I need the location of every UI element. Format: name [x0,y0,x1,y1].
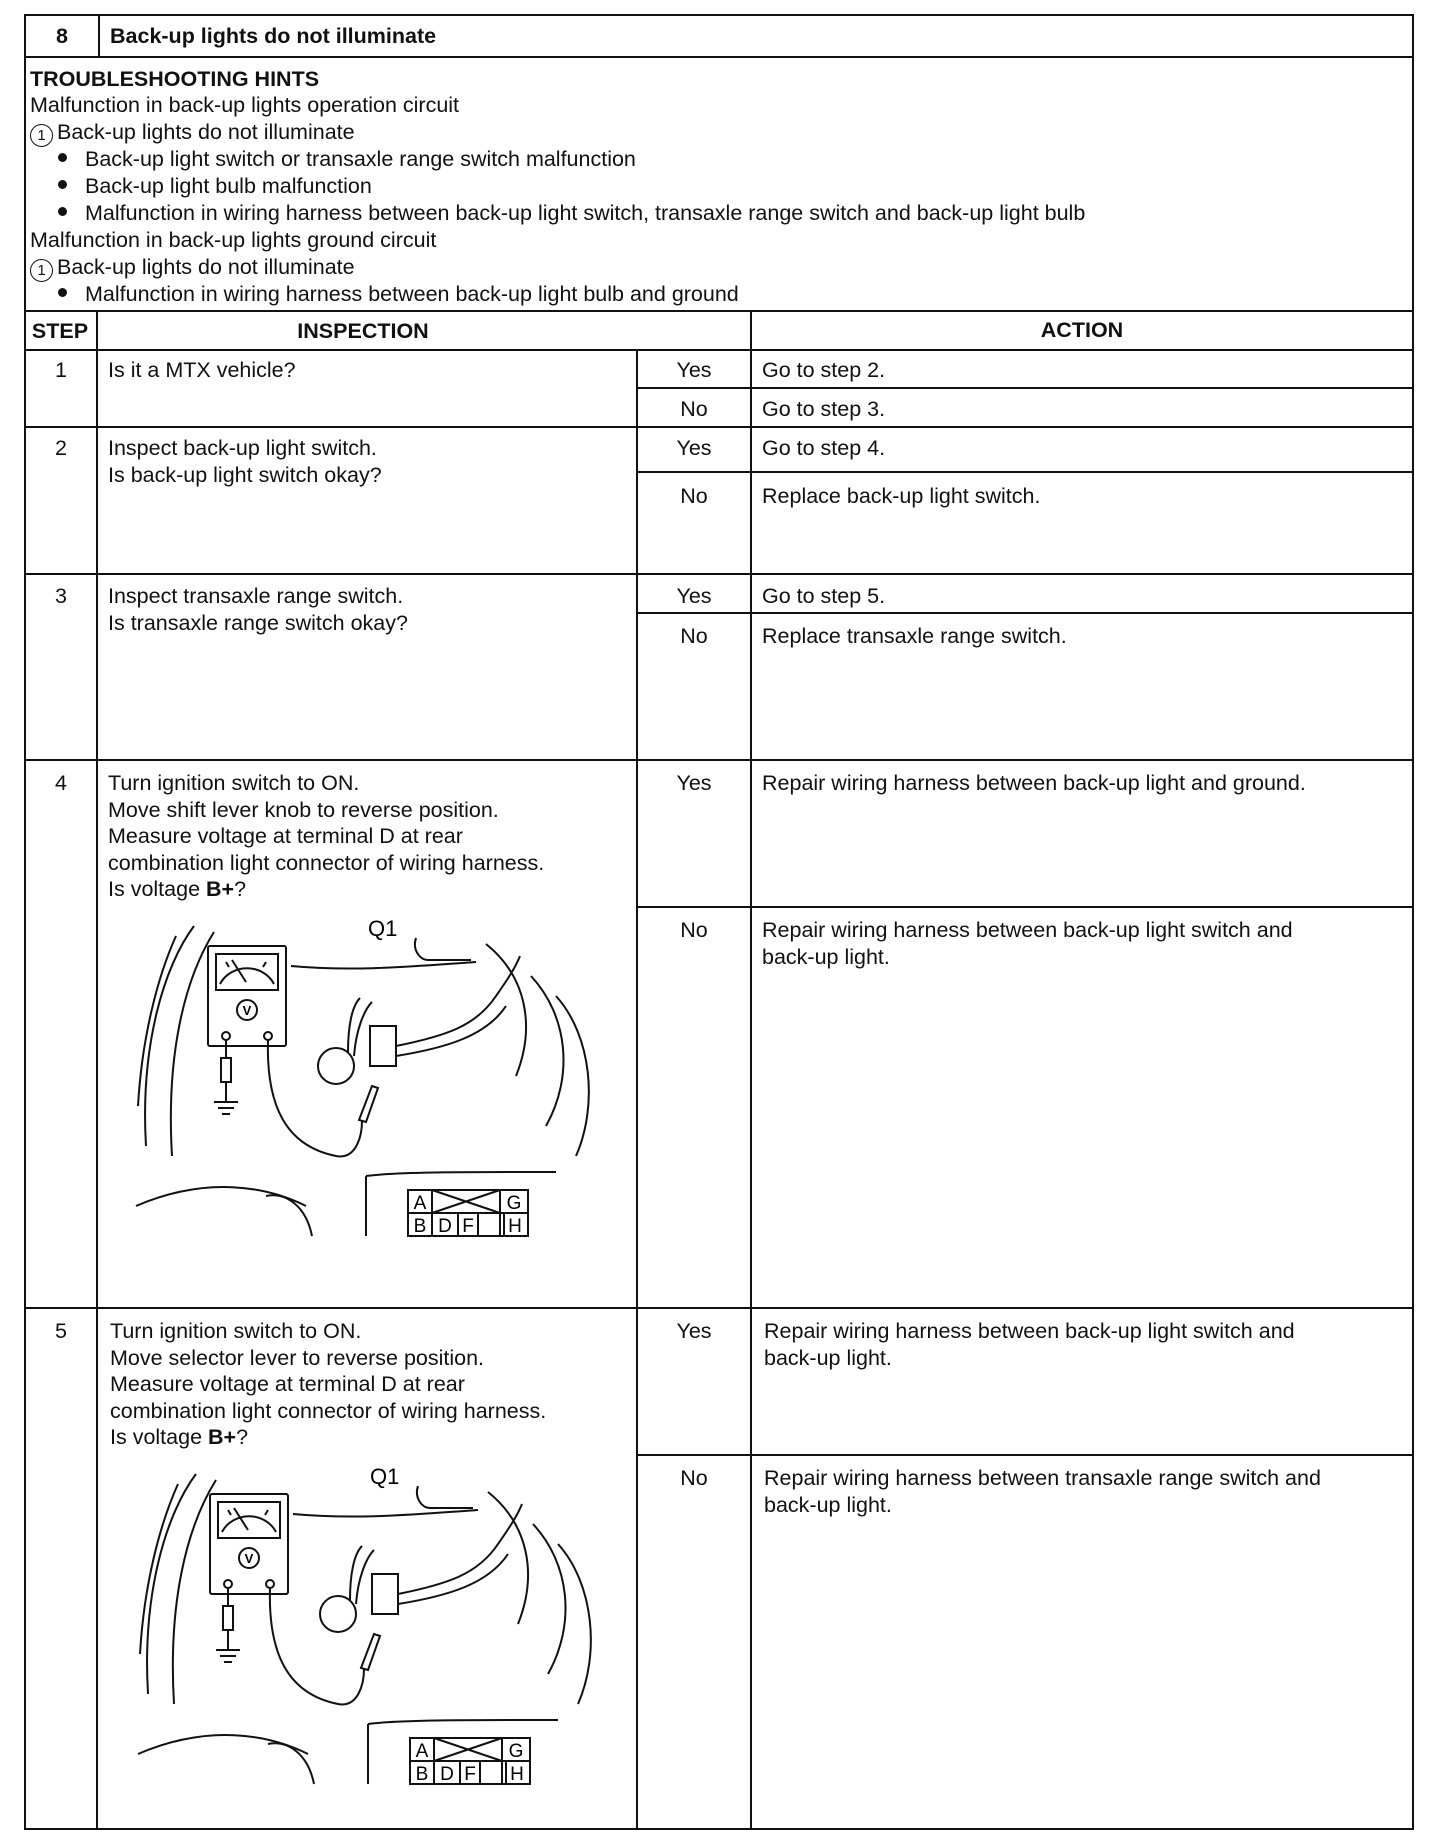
yes-action: Go to step 5. [762,584,886,608]
terminal-label: B [413,1216,427,1237]
callout-label: Q1 [370,1464,400,1489]
section-title: Back-up lights do not illuminate [110,24,437,48]
yes-label: Yes [676,584,712,608]
terminal-label: F [464,1764,476,1785]
column-header-action: ACTION [1040,318,1124,342]
step-number: 4 [55,771,67,795]
step-inspection: Turn ignition switch to ON. Move selector lever to reverse position. Measure voltage at terminal D at rear combination light connector of wiring harness. [110,1319,547,1423]
no-action: Replace back-up light switch. [762,484,1041,508]
no-action: Repair wiring harness between back-up light switch and back-up light. [762,918,1293,969]
step-number: 2 [55,436,67,460]
step-number: 3 [55,584,67,608]
rule-yes-no [636,612,1412,614]
hint-bullet: Malfunction in wiring harness between back-up light switch, transaxle range switch and back-up light bulb [58,200,1085,227]
bullet-icon [58,207,67,216]
column-header-step: STEP [31,319,89,343]
step-number: 1 [55,358,67,382]
yes-label: Yes [676,358,712,382]
hint-line: 1 Back-up lights do not illuminate [30,119,355,147]
hint-line: 1 Back-up lights do not illuminate [30,254,355,282]
column-header-inspection: INSPECTION [297,319,429,343]
rule-hints [26,310,1412,312]
step-question: Is voltage B+? [108,877,247,901]
no-label: No [680,1466,708,1490]
no-label: No [680,624,708,648]
bullet-icon [58,153,67,162]
step-number: 5 [55,1319,67,1343]
meter-symbol: V [244,1551,254,1566]
hint-line: Malfunction in back-up lights ground circuit [30,228,437,252]
hint-bullet: Back-up light bulb malfunction [58,173,372,200]
step-question: Is voltage B+? [110,1425,249,1449]
rule-step-end [26,759,1412,761]
terminal-label: B [415,1764,429,1785]
section-number: 8 [56,24,68,48]
no-label: No [680,918,708,942]
step-inspection: Turn ignition switch to ON. Move shift lever knob to reverse position. Measure voltage at terminal D at rear combination light connector of wiring harness. [108,771,545,875]
bullet-icon [58,180,67,189]
yes-action: Go to step 4. [762,436,886,460]
no-action: Go to step 3. [762,397,886,421]
hint-bullet: Back-up light switch or transaxle range switch malfunction [58,146,636,173]
rule-yes-no [636,1454,1412,1456]
troubleshooting-document [24,14,1414,1830]
divider-action-column [750,310,752,1830]
divider-inspection-column [636,349,638,1830]
yes-action: Go to step 2. [762,358,886,382]
hints-title: TROUBLESHOOTING HINTS [30,67,320,91]
circled-number: 1 [30,124,53,147]
voltage-value: B+ [208,1425,237,1449]
step-inspection: Inspect back-up light switch. Is back-up light switch okay? [108,436,382,487]
divider-step-column [96,310,98,1830]
header-divider [98,16,100,56]
yes-label: Yes [676,1319,712,1343]
no-action: Repair wiring harness between transaxle range switch and back-up light. [764,1466,1321,1517]
bullet-icon [58,288,67,297]
hint-bullet: Malfunction in wiring harness between back-up light bulb and ground [58,281,739,308]
terminal-label: G [506,1193,522,1214]
rule-step-end [26,1307,1412,1309]
terminal-label: A [415,1741,429,1762]
terminal-label: G [508,1741,524,1762]
meter-symbol: V [242,1003,252,1018]
yes-action: Repair wiring harness between back-up light switch and back-up light. [764,1319,1295,1370]
rule-header [26,56,1412,58]
hint-line: Malfunction in back-up lights operation circuit [30,93,460,117]
terminal-label: D [440,1764,454,1785]
no-label: No [680,484,708,508]
terminal-label: D [438,1216,452,1237]
rule-yes-no [636,471,1412,473]
rule-yes-no [636,387,1412,389]
rule-column-headers [26,349,1412,351]
voltage-measurement-diagram [116,906,626,1246]
yes-action: Repair wiring harness between back-up light and ground. [762,771,1306,795]
terminal-label: A [413,1193,427,1214]
rule-step-end [26,573,1412,575]
voltage-measurement-diagram [118,1454,628,1794]
yes-label: Yes [676,771,712,795]
yes-label: Yes [676,436,712,460]
rule-step-end [26,426,1412,428]
voltage-value: B+ [206,877,235,901]
circled-number: 1 [30,259,53,282]
no-action: Replace transaxle range switch. [762,624,1067,648]
step-inspection: Is it a MTX vehicle? [108,358,296,382]
terminal-label: H [508,1216,522,1237]
step-inspection: Inspect transaxle range switch. Is transaxle range switch okay? [108,584,408,635]
callout-label: Q1 [368,916,398,941]
no-label: No [680,397,708,421]
rule-yes-no [636,906,1412,908]
terminal-label: F [462,1216,474,1237]
terminal-label: H [510,1764,524,1785]
